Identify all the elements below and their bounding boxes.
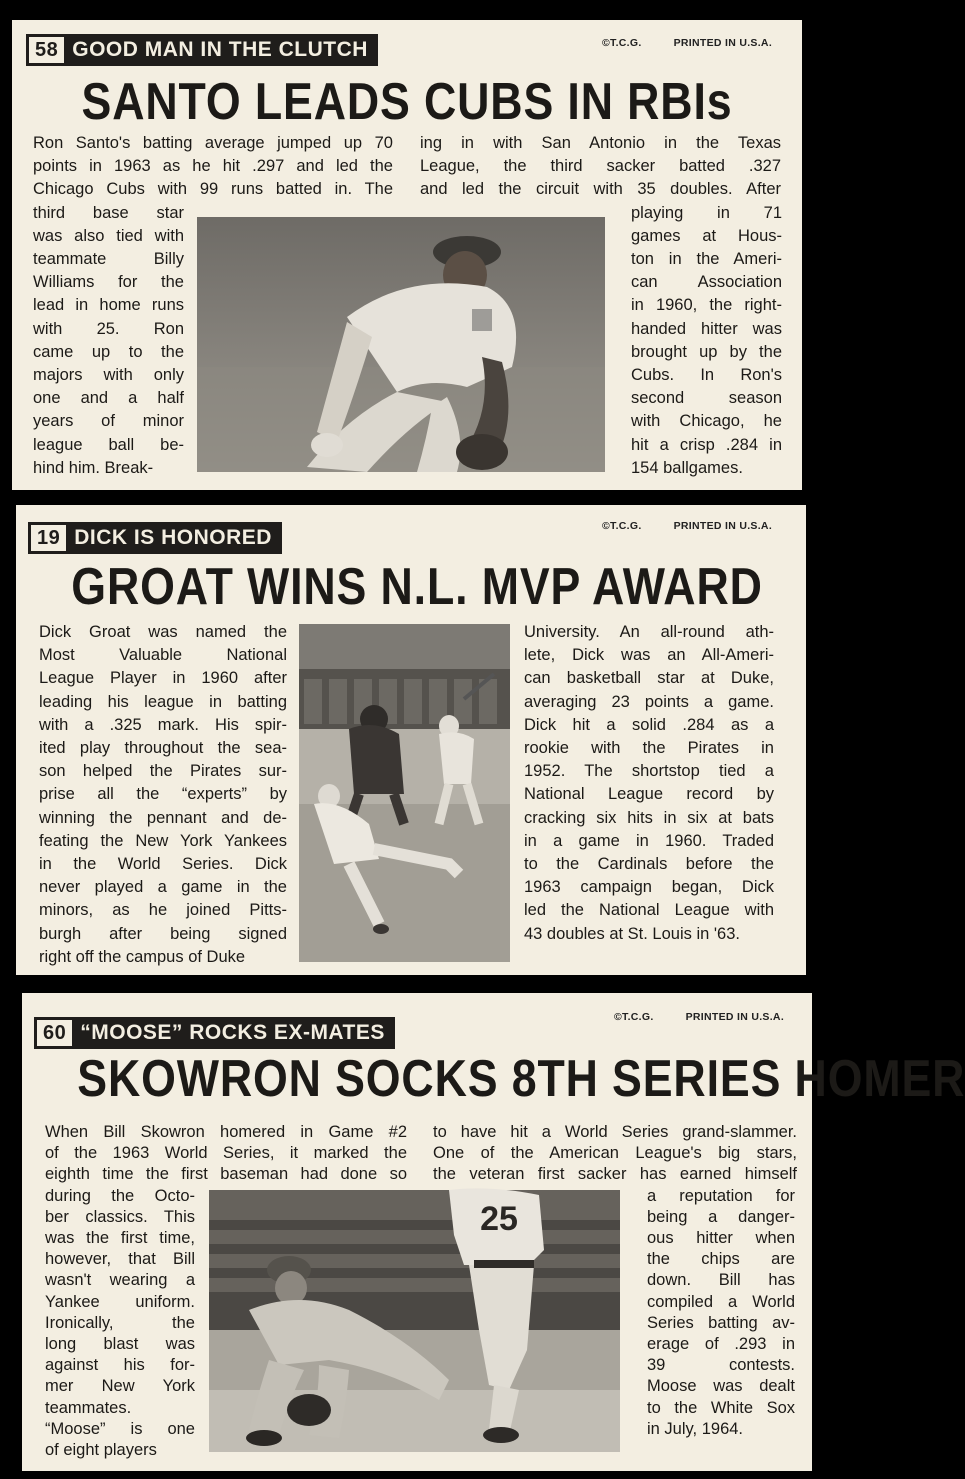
- text-line: Cubs. In Ron's: [631, 366, 782, 384]
- text-line: was also tied with: [33, 226, 184, 245]
- text-line: hind him. Break-: [33, 458, 154, 477]
- text-line: majors with only: [33, 366, 184, 384]
- text-line: One of the American League's big stars,: [433, 1144, 797, 1163]
- text-line: Ironically, the: [45, 1313, 195, 1332]
- text-line: and led the circuit with 35 doubles. After: [420, 180, 781, 199]
- text-line: ber classics. This: [45, 1207, 195, 1226]
- printed-in: PRINTED IN U.S.A.: [685, 1011, 785, 1023]
- card-19: [16, 505, 806, 975]
- text-line: in a game in 1960. Traded: [524, 831, 774, 850]
- text-line: eighth time the first baseman had done so: [45, 1165, 407, 1184]
- text-line: Most Valuable National: [39, 646, 287, 665]
- text-line: Moose was dealt: [647, 1377, 795, 1396]
- text-line: was the first time,: [45, 1229, 195, 1247]
- text-line: the chips are: [647, 1250, 795, 1269]
- text-line: Ron Santo's batting average jumped up 70: [33, 134, 393, 152]
- text-line: ing in with San Antonio in the Texas: [420, 134, 781, 152]
- text-line: with a .325 mark. His spir-: [39, 715, 287, 734]
- text-line: Dick hit a solid .284 as a: [524, 715, 774, 734]
- text-line: league ball be-: [33, 435, 184, 454]
- printed-in: PRINTED IN U.S.A.: [673, 37, 773, 49]
- text-line: playing in 71: [631, 203, 782, 222]
- text-line: one and a half: [33, 389, 184, 408]
- card-number: 60: [37, 1020, 72, 1046]
- text-line: minors, as he joined Pitts-: [39, 901, 287, 920]
- text-line: to the Cardinals before the: [524, 855, 774, 873]
- text-line: lete, Dick was an All-Ameri-: [524, 646, 774, 665]
- text-line: mer New York: [45, 1377, 195, 1396]
- headline: SKOWRON SOCKS 8TH SERIES HOMER: [77, 1050, 965, 1108]
- text-line: of eight players: [45, 1441, 157, 1459]
- card-tag-text: DICK IS HONORED: [74, 526, 272, 549]
- text-line: “Moose” is one: [45, 1419, 195, 1438]
- text-line: ous hitter when: [647, 1229, 795, 1247]
- text-line: ton in the Ameri-: [631, 250, 782, 268]
- text-line: 1963 campaign began, Dick: [524, 878, 774, 897]
- text-line: erage of .293 in: [647, 1335, 795, 1353]
- text-line: years of minor: [33, 412, 184, 431]
- text-line: points in 1963 as he hit .297 and led the: [33, 157, 393, 176]
- card-number: 58: [29, 37, 64, 63]
- text-line: compiled a World: [647, 1292, 795, 1311]
- print-info: [614, 1011, 784, 1023]
- text-line: came up to the: [33, 342, 184, 361]
- text-line: averaging 23 points a game.: [524, 692, 774, 711]
- card-tag-text: “MOOSE” ROCKS EX-MATES: [80, 1021, 385, 1044]
- text-line: can Association: [631, 273, 782, 292]
- text-line: brought up by the: [631, 342, 782, 361]
- baseball-game-action-photo-icon: [299, 624, 510, 962]
- copyright: ©T.C.G.: [602, 520, 642, 532]
- card-60: [22, 993, 965, 1471]
- card-tag: [26, 34, 378, 66]
- text-line: of the 1963 World Series, it marked the: [45, 1144, 407, 1163]
- text-line: burgh after being signed: [39, 924, 287, 943]
- print-info: [602, 520, 772, 532]
- text-line: in July, 1964.: [647, 1419, 744, 1438]
- card-58: [12, 20, 802, 490]
- text-line: with 25. Ron: [33, 319, 184, 338]
- text-line: 39 contests.: [647, 1356, 795, 1375]
- text-line: down. Bill has: [647, 1271, 795, 1290]
- text-line: with Chicago, he: [631, 412, 782, 431]
- first-baseman-and-runner-photo-icon: [209, 1190, 620, 1452]
- photo-skowron: [209, 1190, 620, 1452]
- text-line: in 1960, the right-: [631, 296, 782, 315]
- text-line: third base star: [33, 203, 184, 222]
- text-line: never played a game in the: [39, 878, 287, 897]
- text-line: When Bill Skowron homered in Game #2: [45, 1123, 407, 1141]
- text-line: to the White Sox: [647, 1398, 795, 1417]
- text-line: League, the third sacker batted .327: [420, 157, 781, 176]
- text-line: in the World Series. Dick: [39, 855, 287, 873]
- text-line: leading his league in batting: [39, 692, 287, 711]
- text-line: being a danger-: [647, 1207, 795, 1226]
- copyright: ©T.C.G.: [614, 1011, 654, 1023]
- card-tag: [28, 522, 282, 554]
- text-line: prise all the “experts” by: [39, 785, 287, 804]
- text-line: teammate Billy: [33, 250, 184, 268]
- text-line: cracking six hits in six at bats: [524, 808, 774, 827]
- text-line: the veteran first sacker has earned himself: [433, 1165, 797, 1184]
- text-line: feating the New York Yankees: [39, 831, 287, 850]
- copyright: ©T.C.G.: [602, 37, 642, 49]
- text-line: second season: [631, 389, 782, 408]
- text-line: lead in home runs: [33, 296, 184, 315]
- text-line: games at Hous-: [631, 226, 782, 245]
- text-line: however, that Bill: [45, 1250, 195, 1269]
- text-line: led the National League with: [524, 901, 774, 920]
- text-line: 154 ballgames.: [631, 458, 743, 477]
- text-line: rookie with the Pirates in: [524, 739, 774, 757]
- text-line: teammates.: [45, 1398, 132, 1417]
- card-tag-text: GOOD MAN IN THE CLUTCH: [72, 38, 368, 61]
- text-line: during the Octo-: [45, 1186, 195, 1205]
- photo-groat: [299, 624, 510, 962]
- text-line: winning the pennant and de-: [39, 808, 287, 827]
- jersey-number: 25: [480, 1200, 518, 1238]
- text-line: a reputation for: [647, 1186, 795, 1205]
- card-number: 19: [31, 525, 66, 551]
- headline: GROAT WINS N.L. MVP AWARD: [71, 558, 763, 616]
- photo-santo: [197, 217, 605, 472]
- text-line: hit a crisp .284 in: [631, 435, 782, 454]
- text-line: can basketball star at Duke,: [524, 669, 774, 688]
- headline: SANTO LEADS CUBS IN RBIs: [81, 73, 733, 131]
- text-line: to have hit a World Series grand-slammer.: [433, 1123, 797, 1141]
- printed-in: PRINTED IN U.S.A.: [673, 520, 773, 532]
- text-line: son helped the Pirates sur-: [39, 762, 287, 781]
- text-line: League Player in 1960 after: [39, 669, 287, 688]
- text-line: Yankee uniform.: [45, 1292, 195, 1311]
- text-line: against his for-: [45, 1356, 195, 1375]
- card-tag: [34, 1017, 395, 1049]
- print-info: [602, 37, 772, 49]
- text-line: ited play throughout the sea-: [39, 739, 287, 757]
- text-line: wasn't wearing a: [45, 1271, 195, 1290]
- text-line: Series batting av-: [647, 1313, 795, 1332]
- baseball-player-crouching-photo-icon: [197, 217, 605, 472]
- text-line: Williams for the: [33, 273, 184, 292]
- text-line: National League record by: [524, 785, 774, 804]
- text-line: Dick Groat was named the: [39, 623, 287, 641]
- text-line: University. An all-round ath-: [524, 623, 774, 641]
- text-line: Chicago Cubs with 99 runs batted in. The: [33, 180, 393, 199]
- text-line: right off the campus of Duke: [39, 947, 246, 966]
- text-line: 1952. The shortstop tied a: [524, 762, 774, 781]
- text-line: long blast was: [45, 1335, 195, 1353]
- text-line: 43 doubles at St. Louis in '63.: [524, 924, 740, 943]
- text-line: handed hitter was: [631, 319, 782, 338]
